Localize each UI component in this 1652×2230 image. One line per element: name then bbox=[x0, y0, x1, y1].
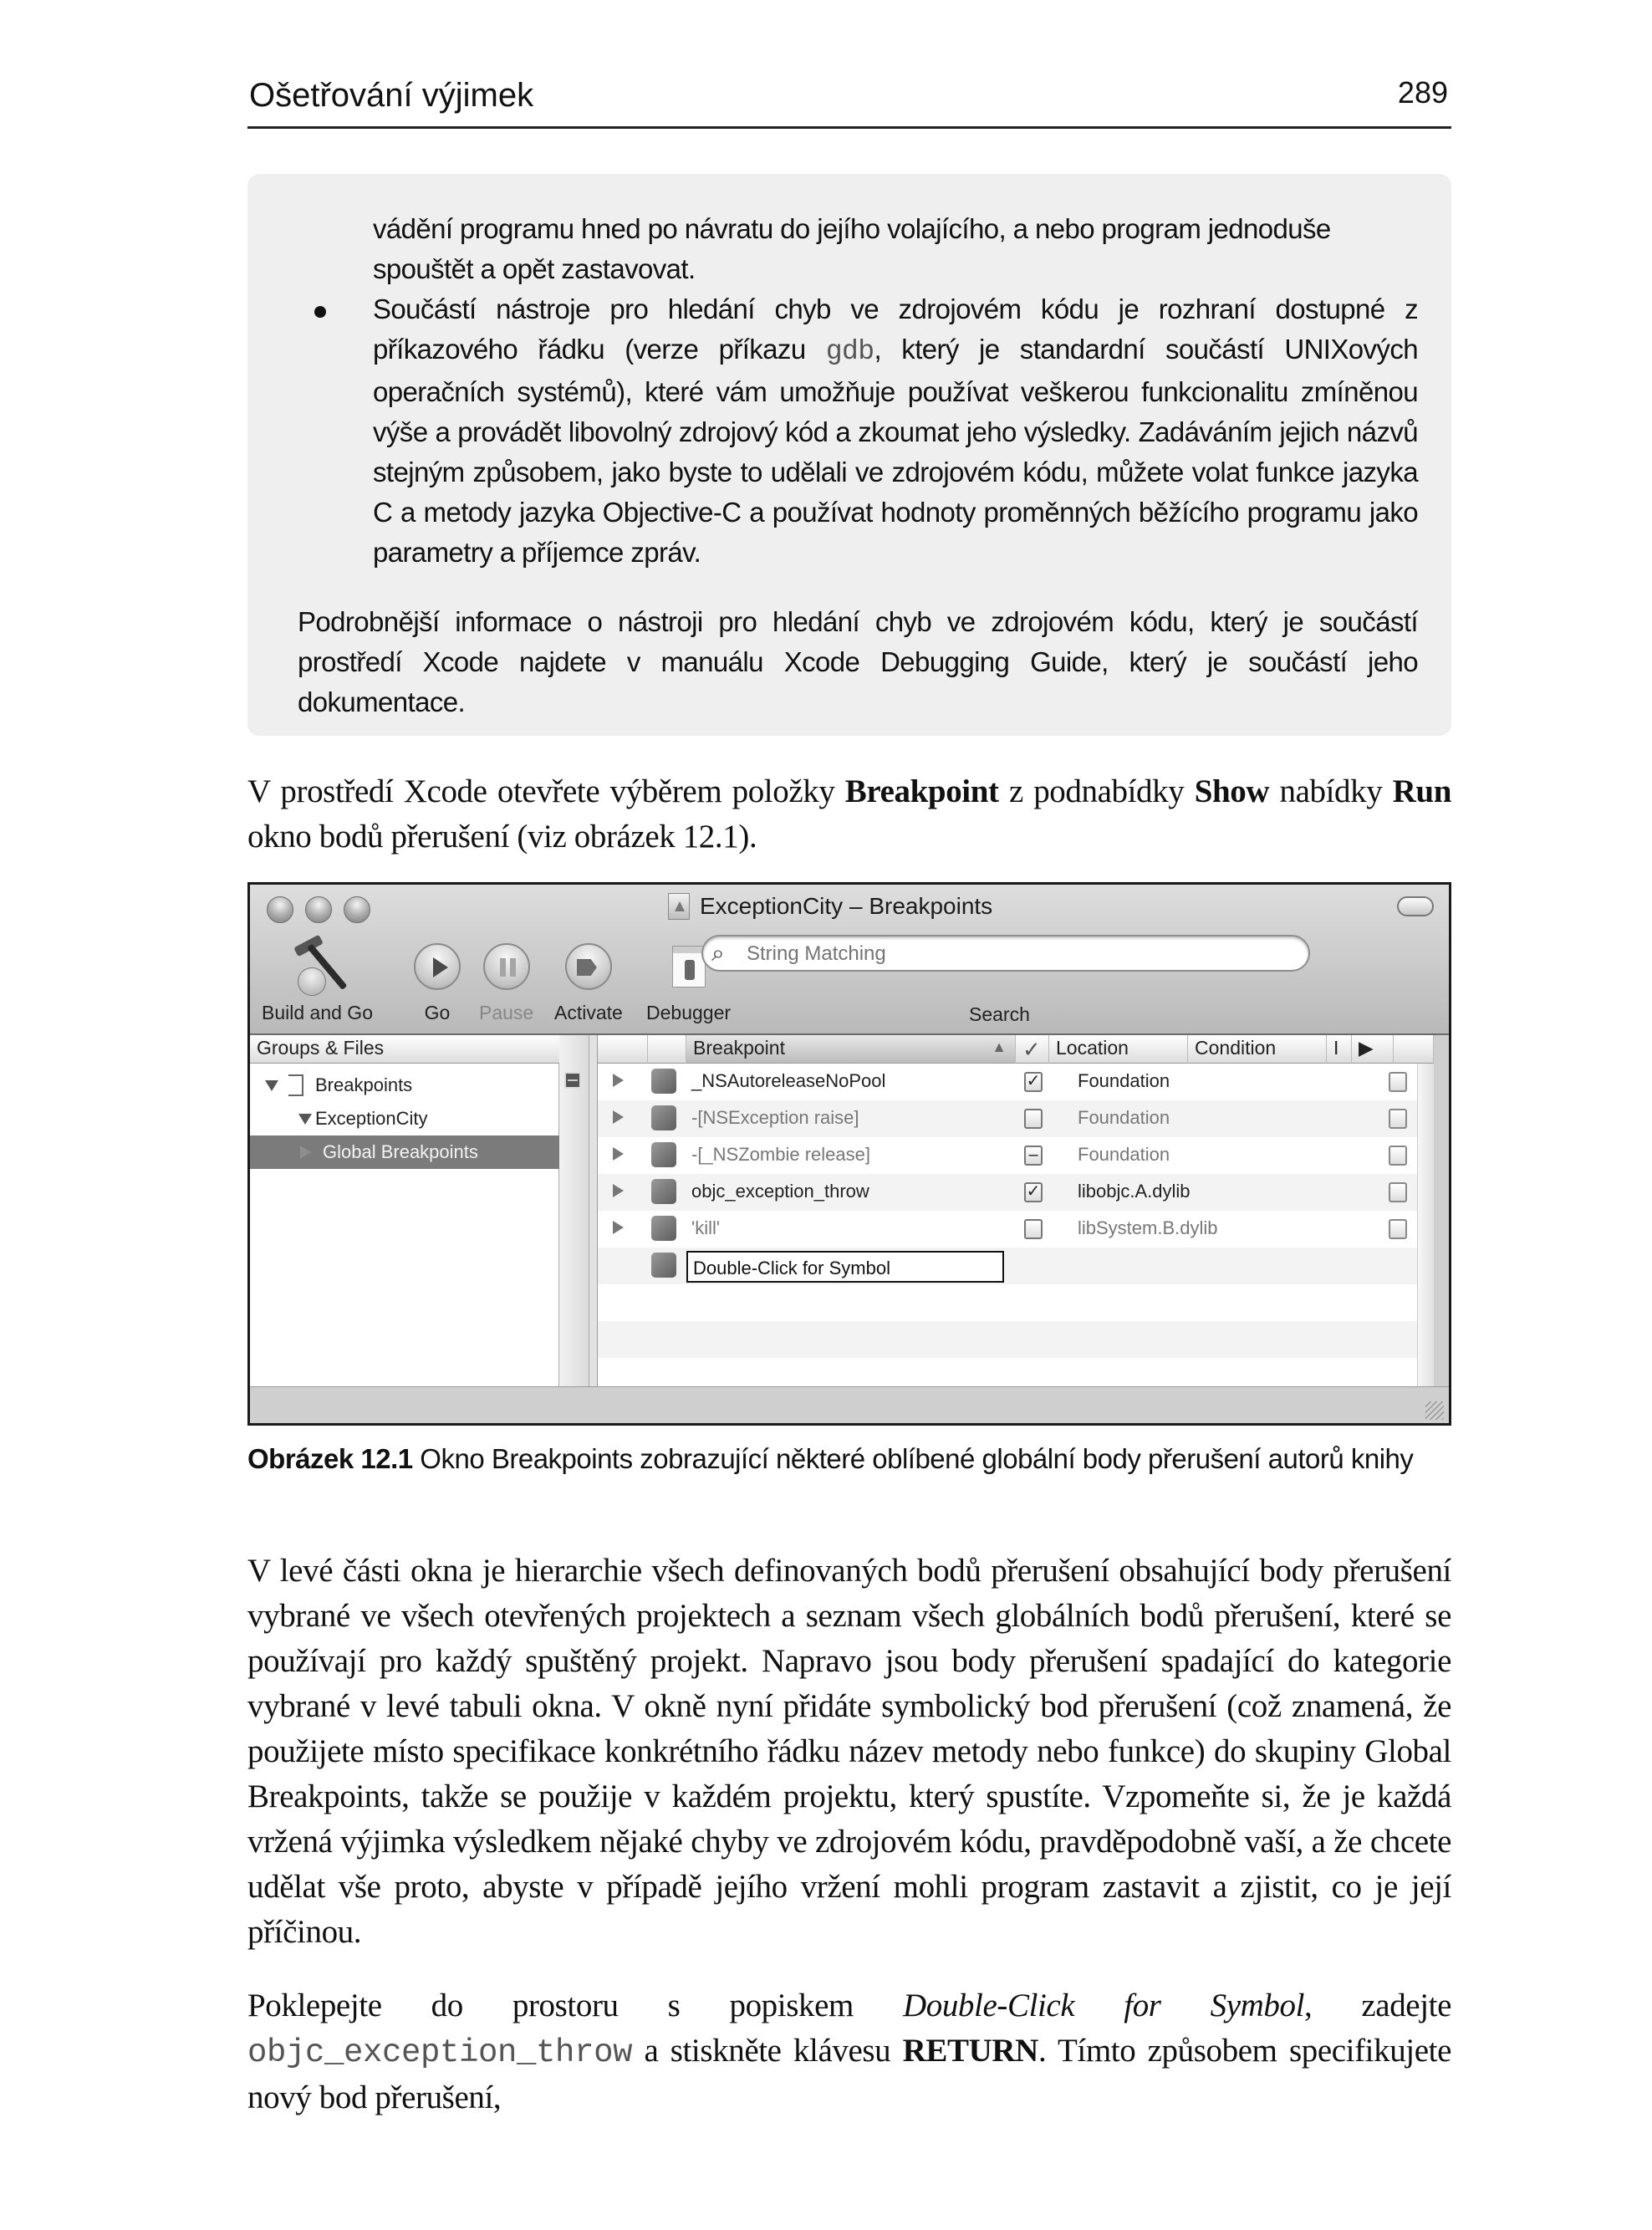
pause-icon bbox=[483, 943, 530, 990]
column-header-enabled[interactable]: ✓ bbox=[1016, 1035, 1049, 1064]
table-scrollbar[interactable] bbox=[1417, 1064, 1434, 1386]
debugger-button[interactable]: Debugger bbox=[646, 936, 731, 1024]
disclosure-closed-icon[interactable] bbox=[300, 1146, 311, 1159]
groups-files-header[interactable]: Groups & Files bbox=[250, 1035, 559, 1064]
column-header-breakpoint[interactable]: Breakpoint ▲ bbox=[686, 1035, 1016, 1064]
continue-checkbox[interactable] bbox=[1389, 1072, 1407, 1092]
ui-term: Double-Click for Symbol bbox=[902, 1988, 1305, 2023]
tree-item-breakpoints[interactable]: Breakpoints bbox=[250, 1069, 559, 1102]
tree-item-global-breakpoints[interactable]: Global Breakpoints bbox=[250, 1135, 559, 1169]
hammer-icon bbox=[288, 937, 346, 996]
search-input[interactable] bbox=[747, 941, 1290, 967]
inline-code: gdb bbox=[825, 336, 874, 367]
build-and-go-button[interactable]: Build and Go bbox=[262, 936, 373, 1024]
split-view-icon[interactable] bbox=[564, 1072, 581, 1089]
disclosure-closed-icon[interactable] bbox=[613, 1110, 624, 1124]
column-header-icon[interactable] bbox=[648, 1035, 686, 1064]
project-document-icon bbox=[668, 893, 690, 920]
search-field[interactable] bbox=[701, 935, 1310, 972]
menu-term: Run bbox=[1392, 773, 1452, 809]
disclosure-closed-icon[interactable] bbox=[613, 1074, 624, 1087]
symbolic-breakpoint-icon bbox=[651, 1216, 676, 1241]
table-row[interactable]: 'kill' libSystem.B.dylib bbox=[598, 1211, 1434, 1248]
symbolic-breakpoint-icon bbox=[651, 1179, 676, 1204]
body-paragraph: Poklepejte do prostoru s popiskem Double-Click for Symbol, zadejte objc_exception_throw a stiskněte klávesu RETURN. Tímto způsobem specifikujete nový bod přerušení, bbox=[247, 1988, 1451, 2115]
enabled-checkbox-mixed[interactable]: – bbox=[1024, 1146, 1043, 1166]
table-row[interactable]: -[_NSZombie release] – Foundation bbox=[598, 1137, 1434, 1174]
tree-scrollbar[interactable] bbox=[559, 1035, 589, 1386]
continue-checkbox[interactable] bbox=[1389, 1109, 1407, 1129]
column-header-continue[interactable] bbox=[1352, 1035, 1394, 1064]
disclosure-closed-icon[interactable] bbox=[613, 1184, 624, 1197]
disclosure-open-icon[interactable] bbox=[265, 1080, 278, 1091]
column-header-disclosure[interactable] bbox=[598, 1035, 648, 1064]
groups-and-files-panel bbox=[250, 1035, 559, 1386]
breakpoints-window bbox=[247, 882, 1451, 1426]
search-label: Search bbox=[969, 1003, 1030, 1025]
enabled-checkbox-checked[interactable]: ✓ bbox=[1024, 1072, 1043, 1092]
continue-checkbox[interactable] bbox=[1389, 1219, 1407, 1239]
new-breakpoint-row[interactable] bbox=[598, 1248, 1434, 1284]
debugger-icon bbox=[672, 946, 706, 987]
table-row[interactable]: _NSAutoreleaseNoPool ✓ Foundation bbox=[598, 1064, 1434, 1100]
body-paragraph: V levé části okna je hierarchie všech definovaných bodů přerušení obsahující body přerušení vybrané ve všech otevřených projektech a seznam všech globálních bodů přerušení, které se používají pro každý spuštěný projekt. Napravo jsou body přerušení spadající do kategorie vybrané v levé tabuli okna. V okně nyní přidáte symbolický bod přerušení (což znamená, že použijete místo specifikace konkrétního řádku název metody nebo funkce) do skupiny Global Breakpoints, takže se použije v každém projektu, který spustíte. Vzpomeňte si, že je každá vržená výjimka výsledkem nějaké chyby ve zdrojovém kódu, pravděpodobně vaší, a že chcete udělat vše proto, abyste v případě jejího vržení mohli program zastavit a zjistit, co je její příčinou. bbox=[247, 1553, 1451, 1950]
continue-checkbox[interactable] bbox=[1389, 1182, 1407, 1202]
disclosure-open-icon[interactable] bbox=[298, 1114, 312, 1125]
empty-row bbox=[598, 1321, 1434, 1358]
figure-caption: Obrázek 12.1 Okno Breakpoints zobrazující některé oblíbené globální body přerušení autorů knihy bbox=[247, 1443, 1414, 1474]
menu-term: Show bbox=[1194, 773, 1270, 809]
column-header-blank bbox=[1394, 1035, 1434, 1064]
inline-code: objc_exception_throw bbox=[247, 2034, 633, 2071]
symbol-edit-field[interactable]: Double-Click for Symbol bbox=[686, 1251, 1004, 1283]
body-paragraph: V prostředí Xcode otevřete výběrem položky Breakpoint z podnabídky Show nabídky Run okno bodů přerušení (viz obrázek 12.1). bbox=[247, 773, 1452, 855]
breakpoints-table bbox=[598, 1035, 1434, 1386]
column-header-ignore[interactable]: I bbox=[1327, 1035, 1352, 1064]
symbolic-breakpoint-icon bbox=[651, 1105, 676, 1130]
pane-divider[interactable] bbox=[589, 1035, 598, 1386]
key-name: RETURN bbox=[902, 2033, 1038, 2069]
breakpoints-group-icon bbox=[288, 1074, 303, 1096]
window-title: ExceptionCity – Breakpoints bbox=[668, 893, 992, 920]
empty-row bbox=[598, 1284, 1434, 1321]
continue-icon: ▶ bbox=[1359, 1037, 1374, 1059]
pause-button[interactable]: Pause bbox=[479, 936, 533, 1024]
tree-item-exceptioncity[interactable]: ExceptionCity bbox=[250, 1102, 559, 1135]
close-window-button[interactable] bbox=[267, 896, 293, 923]
breakpoint-tag-icon bbox=[565, 943, 612, 990]
toolbar-toggle-button[interactable] bbox=[1397, 896, 1434, 916]
play-icon bbox=[414, 943, 461, 990]
window-status-bar bbox=[250, 1386, 1449, 1423]
bullet-text: Součástí nástroje pro hledání chyb ve zdrojovém kódu je rozhraní dostupné z příkazového řádku (verze příkazu gdb, který je standardní součástí UNIXových operačních systémů), které vám umožňuje používat veškerou funkcionalitu zmíněnou výše a provádět libovolný zdrojový kód a zkoumat jeho výsledky. Zadáváním jejich názvů stejným způsobem, jako byste to udělali ve zdrojovém kódu, můžete volat funkce jazyka C a metody jazyka Objective-C a používat hodnoty proměnných běžícího programu jako parametry a příjemce zpráv. bbox=[373, 293, 1418, 568]
note-closing-text: Podrobnější informace o nástroji pro hledání chyb ve zdrojovém kódu, který je součástí prostředí Xcode najdete v manuálu Xcode Debugging Guide, který je součástí jeho dokumentace. bbox=[298, 606, 1418, 717]
table-row[interactable]: objc_exception_throw ✓ libobjc.A.dylib bbox=[598, 1174, 1434, 1211]
chapter-title: Ošetřování výjimek bbox=[249, 77, 534, 114]
bullet-icon bbox=[314, 306, 326, 318]
symbolic-breakpoint-icon bbox=[651, 1142, 676, 1167]
sort-ascending-icon: ▲ bbox=[992, 1038, 1007, 1055]
column-header-location[interactable]: Location bbox=[1049, 1035, 1188, 1064]
page-number: 289 bbox=[1397, 75, 1448, 110]
menu-term: Breakpoint bbox=[844, 773, 999, 809]
figure-label: Obrázek 12.1 bbox=[247, 1443, 413, 1474]
disclosure-closed-icon[interactable] bbox=[613, 1221, 624, 1234]
running-head bbox=[247, 77, 1451, 129]
column-header-condition[interactable]: Condition bbox=[1188, 1035, 1327, 1064]
note-box bbox=[247, 174, 1451, 736]
enabled-checkbox-unchecked[interactable] bbox=[1024, 1109, 1043, 1129]
window-toolbar bbox=[250, 885, 1449, 1035]
bullet-continuation-text: vádění programu hned po návratu do jejího volajícího, a nebo program jednoduše spouštět a opět zastavovat. bbox=[373, 213, 1331, 284]
disclosure-closed-icon[interactable] bbox=[613, 1147, 624, 1161]
symbolic-breakpoint-icon bbox=[651, 1069, 676, 1094]
minimize-window-button[interactable] bbox=[305, 896, 332, 923]
symbolic-breakpoint-icon bbox=[651, 1253, 676, 1278]
continue-checkbox[interactable] bbox=[1389, 1146, 1407, 1166]
enabled-checkbox-unchecked[interactable] bbox=[1024, 1219, 1043, 1239]
zoom-window-button[interactable] bbox=[344, 896, 370, 923]
table-row[interactable]: -[NSException raise] Foundation bbox=[598, 1100, 1434, 1137]
resize-grip-icon[interactable] bbox=[1425, 1401, 1444, 1420]
search-icon: ⌕ bbox=[711, 940, 725, 966]
activate-button[interactable]: Activate bbox=[554, 936, 623, 1024]
go-button[interactable]: Go bbox=[414, 936, 461, 1024]
enabled-checkbox-checked[interactable]: ✓ bbox=[1024, 1182, 1043, 1202]
